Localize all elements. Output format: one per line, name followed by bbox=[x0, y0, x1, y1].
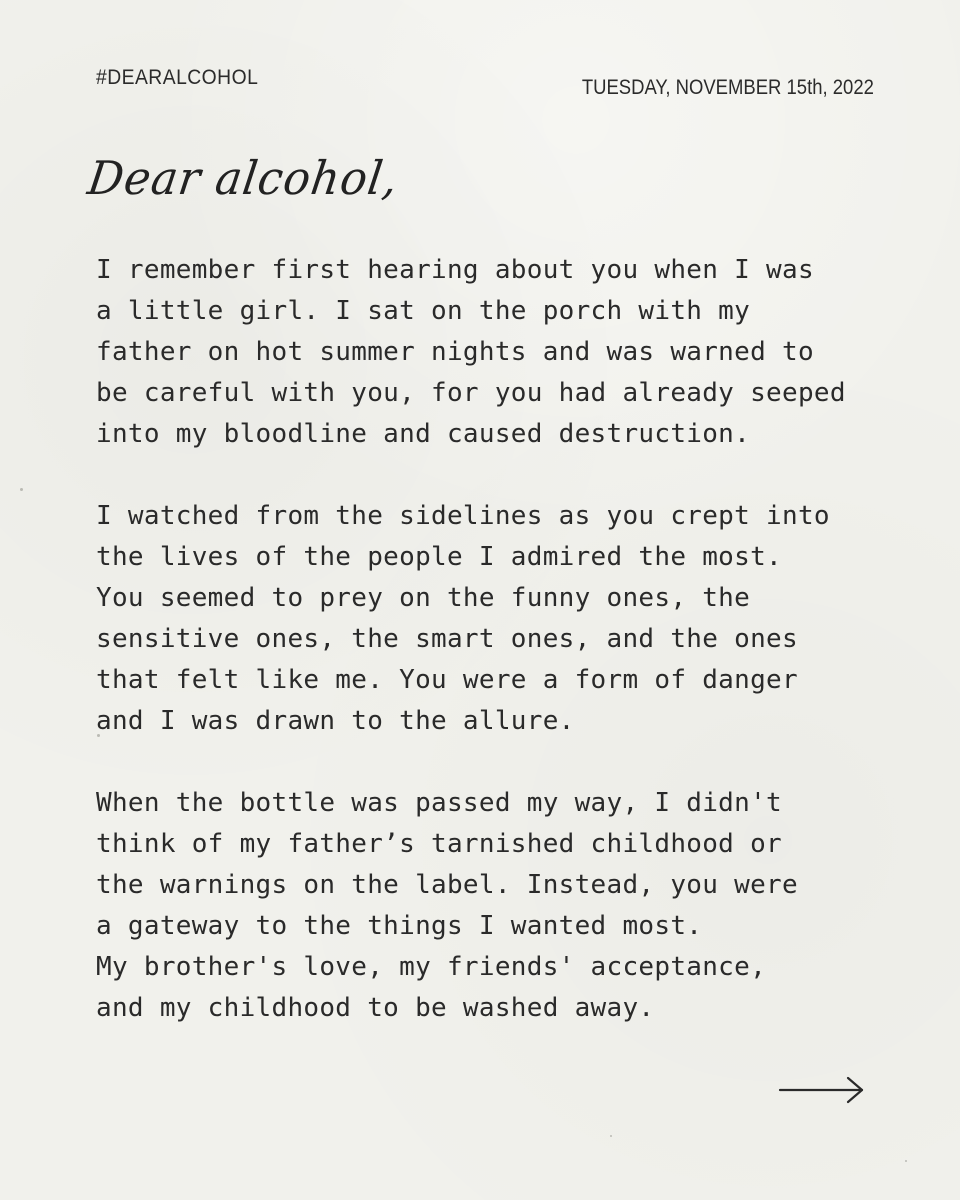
letter-line: think of my father’s tarnished childhood or bbox=[96, 829, 782, 859]
letter-body bbox=[96, 250, 916, 1070]
hashtag-label: #DEARALCOHOL bbox=[96, 66, 259, 89]
letter-line: sensitive ones, the smart ones, and the ones bbox=[96, 624, 798, 654]
letter-line: You seemed to prey on the funny ones, the bbox=[96, 583, 751, 613]
letter-paragraph bbox=[96, 496, 916, 742]
letter-line: I watched from the sidelines as you crept into bbox=[96, 501, 830, 531]
letter-line: that felt like me. You were a form of danger bbox=[96, 665, 798, 695]
letter-line: a gateway to the things I wanted most. bbox=[96, 911, 703, 941]
letter-paragraph bbox=[96, 783, 916, 1029]
right-arrow-icon[interactable] bbox=[778, 1074, 866, 1106]
paper-speck bbox=[20, 488, 23, 491]
letter-line: I remember first hearing about you when I was bbox=[96, 255, 814, 285]
letter-line: and I was drawn to the allure. bbox=[96, 706, 575, 736]
letter-line: and my childhood to be washed away. bbox=[96, 993, 655, 1023]
letter-line: a little girl. I sat on the porch with my bbox=[96, 296, 751, 326]
letter-line: the warnings on the label. Instead, you were bbox=[96, 870, 798, 900]
letter-line: My brother's love, my friends' acceptance, bbox=[96, 952, 767, 982]
letter-line: father on hot summer nights and was warned to bbox=[96, 337, 814, 367]
paper-speck bbox=[905, 1160, 907, 1162]
letter-date: TUESDAY, NOVEMBER 15th, 2022 bbox=[581, 76, 874, 99]
letter-line: When the bottle was passed my way, I didn't bbox=[96, 788, 782, 818]
letter-paragraph bbox=[96, 250, 916, 455]
letter-line: the lives of the people I admired the most. bbox=[96, 542, 782, 572]
letter-salutation: Dear alcohol, bbox=[84, 152, 402, 206]
letter-line: into my bloodline and caused destruction. bbox=[96, 419, 751, 449]
paper-speck bbox=[610, 1135, 612, 1137]
letter-line: be careful with you, for you had already seeped bbox=[96, 378, 846, 408]
